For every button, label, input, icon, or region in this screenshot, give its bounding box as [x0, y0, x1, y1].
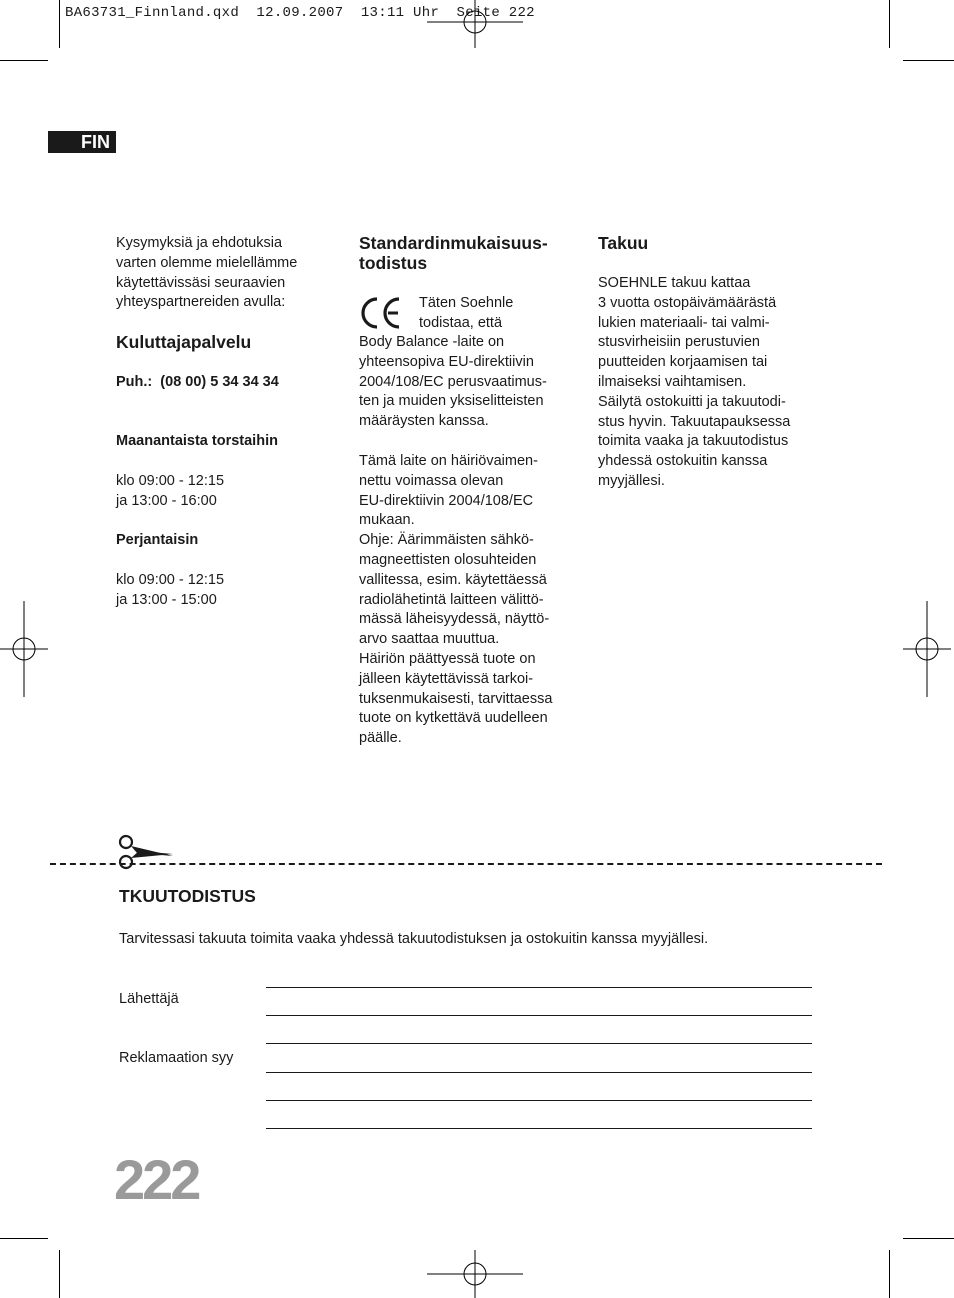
- registration-mark-icon: [427, 0, 523, 48]
- print-slug: BA63731_Finnland.qxd 12.09.2007 13:11 Uhr Seite 222: [65, 5, 535, 21]
- interference-text: Tämä laite on häiriövaimen- nettu voimassa olevan EU-direktiivin 2004/108/EC mukaan. Ohje: Äärimmäisten sähkö- magneettisten olosuhteiden vallitessa, esim. käytettäessä radiolähetintä laitteen välittö- mässä läheisyydessä, näyttö- arvo saattaa muuttua. Häiriön päättyessä tuote on jälleen käytettävissä tarkoi- tuksenmukaisesti, tarvittaessa tuote on kytkettävä uudelleen päälle.: [359, 453, 553, 747]
- cut-line: [50, 863, 882, 865]
- reason-line-2[interactable]: [266, 1072, 812, 1073]
- reason-line-3[interactable]: [266, 1100, 812, 1101]
- ce-mark-icon: [357, 295, 403, 331]
- sender-line-1[interactable]: [266, 987, 812, 988]
- warranty-heading: Takuu: [598, 233, 649, 253]
- ce-statement: Täten Soehnle todistaa, että: [419, 295, 514, 331]
- conformity-heading: Standardinmukaisuus- todistus: [359, 233, 548, 273]
- warranty-text: SOEHNLE takuu kattaa 3 vuotta ostopäivämäärästä lukien materiaali- tai valmi- stusvirheisiin perustuvien puutteiden korjaamisen tai ilmaiseksi vaihtamisen. Säilytä ostokuitti ja takuutodi- stus hyvin. Takuutapauksessa toimita vaaka ja takuutodistus yhdessä ostokuitin kanssa myyjällesi.: [598, 275, 791, 489]
- coupon-instruction: Tarvitessasi takuuta toimita vaaka yhdessä takuutodistuksen ja ostokuitin kanssa myyjällesi.: [119, 931, 709, 947]
- conformity-text: Body Balance -laite on yhteensopiva EU-direktiivin 2004/108/EC perusvaatimus- ten ja muiden yksiselitteisten määräysten kanssa.: [359, 334, 547, 430]
- reason-line-1[interactable]: [266, 1043, 812, 1044]
- weekday-label: Maanantaista torstaihin: [116, 433, 278, 449]
- reason-label: Reklamaation syy: [119, 1050, 234, 1066]
- registration-mark-icon: [903, 601, 951, 697]
- friday-label: Perjantaisin: [116, 532, 199, 548]
- coupon-title: TKUUTODISTUS: [119, 886, 256, 906]
- sender-line-2[interactable]: [266, 1015, 812, 1016]
- contact-intro: Kysymyksiä ja ehdotuksia varten olemme mielellämme käytettävissäsi seuraavien yhteyspartnereiden avulla:: [116, 235, 298, 311]
- phone-number: Puh.: (08 00) 5 34 34 34: [116, 374, 279, 390]
- friday-hours: klo 09:00 - 12:15 ja 13:00 - 15:00: [116, 572, 225, 608]
- consumer-service-heading: Kuluttajapalvelu: [116, 332, 252, 352]
- language-tag: FIN: [48, 131, 116, 153]
- sender-label: Lähettäjä: [119, 991, 179, 1007]
- weekday-hours: klo 09:00 - 12:15 ja 13:00 - 16:00: [116, 473, 225, 509]
- reason-line-4[interactable]: [266, 1128, 812, 1129]
- registration-mark-icon: [427, 1250, 523, 1298]
- page-number: 222: [114, 1148, 199, 1211]
- registration-mark-icon: [0, 601, 48, 697]
